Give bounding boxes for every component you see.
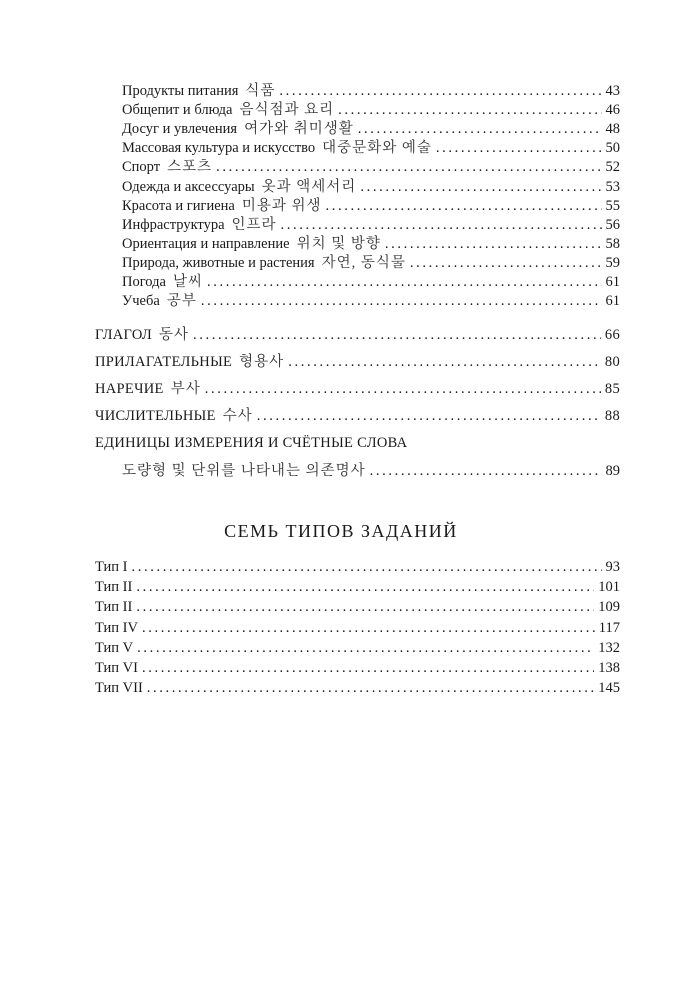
entry-korean: 날씨: [172, 274, 203, 290]
section-heading-units[interactable]: [95, 434, 620, 453]
toc-entry[interactable]: [95, 639, 620, 658]
page-number: 61: [605, 293, 620, 310]
entry-title: Тип VI: [95, 660, 138, 676]
entry-title: ЧИСЛИТЕЛЬНЫЕ: [95, 408, 216, 424]
dot-leader: [193, 326, 601, 345]
entry-title: Тип I: [95, 559, 128, 575]
dot-leader: [142, 619, 595, 638]
page-number: 138: [598, 660, 620, 676]
entry-title: Общепит и блюда: [122, 102, 233, 119]
dot-leader: [136, 598, 594, 617]
entry-title: НАРЕЧИЕ: [95, 381, 164, 397]
page-number: 80: [604, 354, 620, 370]
dot-leader: [360, 178, 601, 197]
entry-title: Массовая культура и искусство: [122, 140, 316, 157]
entry-korean: 수사: [222, 408, 253, 424]
toc-entry[interactable]: [95, 407, 620, 426]
entry-title: Одежда и аксессуары: [122, 178, 255, 195]
page-number: 43: [605, 83, 620, 99]
entry-title: Досуг и увлечения: [122, 121, 238, 138]
toc-entry[interactable]: [95, 326, 620, 345]
page-number: 59: [605, 254, 620, 271]
dot-leader: [142, 659, 594, 678]
entry-korean: 미용과 위생: [241, 197, 322, 214]
entry-title: ПРИЛАГАТЕЛЬНЫЕ: [95, 354, 233, 370]
dot-leader: [257, 407, 601, 426]
entry-korean: 여가와 취미생활: [244, 121, 354, 138]
entry-title: ГЛАГОЛ: [95, 327, 153, 343]
toc-entry[interactable]: [95, 558, 620, 577]
dot-leader: [281, 216, 602, 235]
dot-leader: [436, 139, 602, 158]
toc-entry[interactable]: [122, 235, 620, 254]
page-number: 50: [605, 140, 620, 157]
entry-korean: 스포츠: [167, 159, 213, 176]
page-number: 89: [605, 463, 620, 479]
dot-leader: [137, 639, 594, 658]
entry-title: Ориентация и направление: [122, 235, 290, 252]
page-number: 85: [604, 381, 620, 397]
dot-leader: [147, 679, 594, 698]
dot-leader: [370, 462, 602, 481]
page-number: 48: [605, 121, 620, 138]
entry-title: Учеба: [122, 293, 160, 310]
toc-entry[interactable]: [95, 679, 620, 698]
dot-leader: [358, 120, 602, 139]
entry-korean: 식품: [245, 83, 276, 99]
entry-korean: 공부: [166, 293, 197, 310]
dot-leader: [279, 82, 601, 101]
page-number: 53: [605, 178, 620, 195]
toc-entry[interactable]: [122, 120, 620, 139]
entry-title: Красота и гигиена: [122, 197, 235, 214]
toc-entry[interactable]: [95, 380, 620, 399]
page-number: 61: [605, 274, 620, 290]
toc-entry[interactable]: [122, 197, 620, 216]
toc-entry[interactable]: [95, 578, 620, 597]
toc-entry[interactable]: [122, 216, 620, 235]
entry-title: Погода: [122, 274, 166, 290]
dot-leader: [288, 353, 601, 372]
toc-entry[interactable]: [122, 254, 620, 273]
page-number: 117: [598, 619, 620, 636]
entry-title: Продукты питания: [122, 83, 239, 99]
dot-leader: [136, 578, 594, 597]
toc-entry[interactable]: [122, 178, 620, 197]
toc-entry[interactable]: [95, 619, 620, 638]
entry-title: Тип IV: [95, 619, 138, 636]
entry-title: Спорт: [122, 159, 161, 176]
entry-korean: 대중문화와 예술: [322, 140, 432, 157]
page-number: 46: [605, 102, 620, 119]
dot-leader: [326, 197, 602, 216]
entry-title: Природа, животные и растения: [122, 254, 315, 271]
page-number: 88: [604, 408, 620, 424]
toc-entry[interactable]: [122, 273, 620, 292]
page-number: 145: [598, 680, 620, 697]
toc-entry[interactable]: [122, 139, 620, 158]
toc-entry[interactable]: [122, 158, 620, 177]
entry-korean: 부사: [170, 381, 201, 397]
page-number: 109: [598, 599, 620, 616]
page-number: 66: [604, 327, 620, 343]
page-number: 58: [605, 235, 620, 252]
entry-title: ЕДИНИЦЫ ИЗМЕРЕНИЯ И СЧЁТНЫЕ СЛОВА: [95, 435, 408, 451]
entry-korean: 형용사: [239, 354, 285, 370]
entry-korean: 동사: [159, 327, 190, 343]
dot-leader: [207, 273, 602, 292]
page-number: 101: [598, 579, 620, 596]
page-number: 55: [605, 197, 620, 214]
entry-title: Тип II: [95, 579, 133, 596]
dot-leader: [410, 254, 602, 273]
toc-entry[interactable]: [122, 82, 620, 101]
page-number: 93: [605, 559, 620, 575]
toc-entry[interactable]: [95, 353, 620, 372]
page-number: 132: [598, 639, 620, 656]
toc-entry[interactable]: [122, 462, 620, 481]
dot-leader: [338, 101, 601, 120]
toc-entry[interactable]: [95, 659, 620, 678]
entry-korean: 자연, 동식물: [321, 254, 406, 271]
entry-title: Тип VII: [95, 680, 143, 697]
entry-title: Тип II: [95, 599, 133, 616]
tasks-title: СЕМЬ ТИПОВ ЗАДАНИЙ: [224, 521, 458, 541]
toc-entry[interactable]: [122, 292, 620, 311]
entry-korean: 도량형 및 단위를 나타내는 의존명사: [122, 463, 366, 479]
entry-korean: 위치 및 방향: [296, 235, 381, 252]
entry-korean: 음식점과 요리: [239, 102, 335, 119]
dot-leader: [131, 558, 601, 577]
page-number: 56: [605, 216, 620, 233]
toc-entry[interactable]: [122, 101, 620, 120]
entry-title: Тип V: [95, 639, 134, 656]
dot-leader: [216, 158, 601, 177]
entry-korean: 인프라: [231, 216, 277, 233]
page-number: 52: [605, 159, 620, 176]
dot-leader: [205, 380, 601, 399]
dot-leader: [385, 235, 602, 254]
toc-entry[interactable]: [95, 598, 620, 617]
dot-leader: [201, 292, 602, 311]
entry-title: Инфраструктура: [122, 216, 225, 233]
entry-korean: 옷과 액세서리: [261, 178, 357, 195]
